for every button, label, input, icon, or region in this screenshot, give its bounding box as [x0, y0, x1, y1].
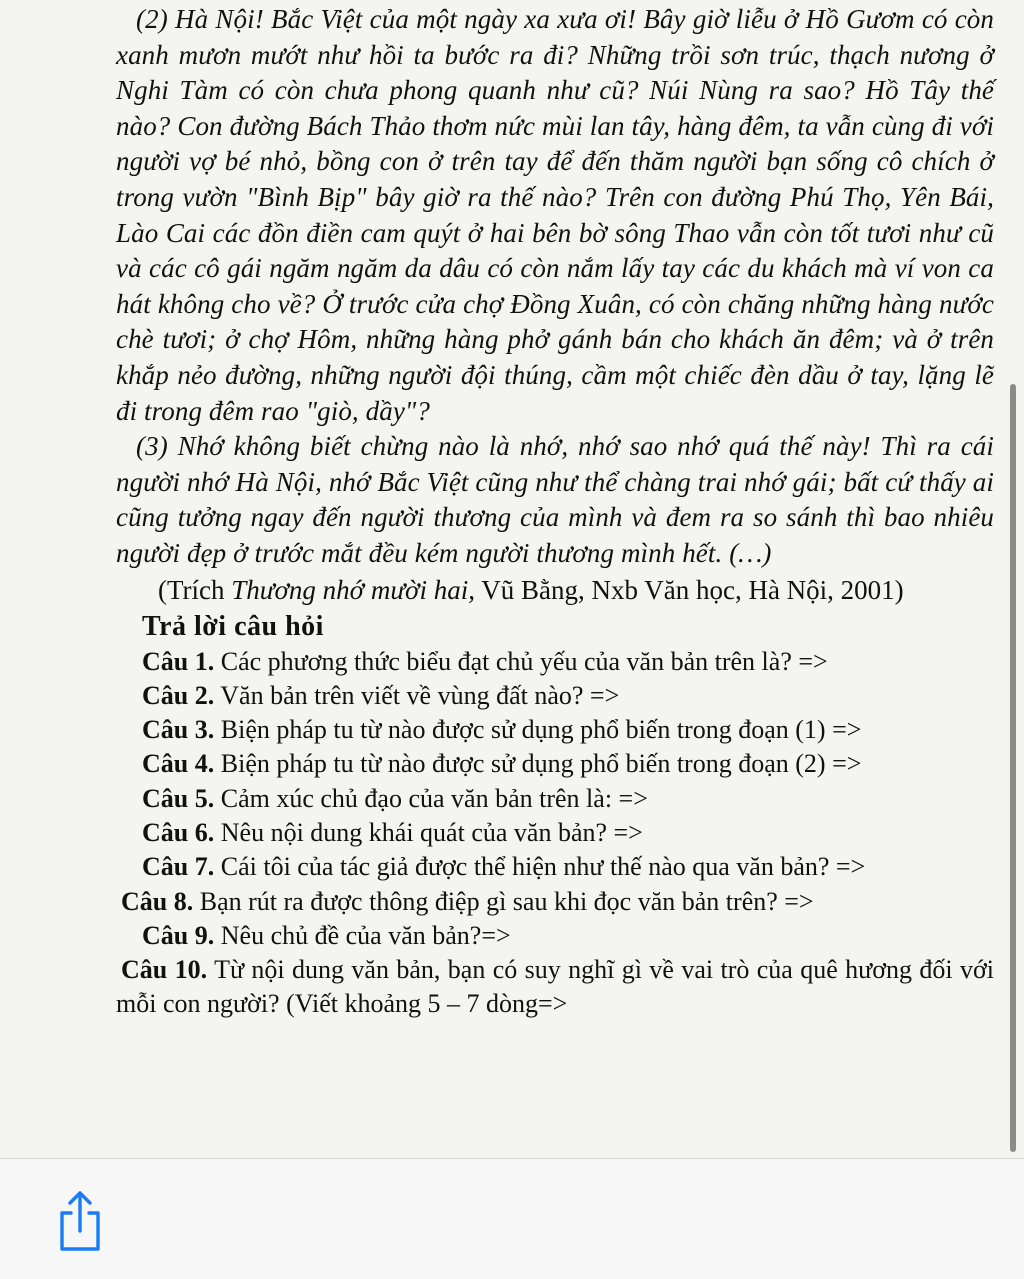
question-item [116, 713, 994, 747]
question-item [116, 919, 994, 953]
question-text: Biện pháp tu từ nào được sử dụng phổ biến trong đoạn (1) => [214, 715, 862, 745]
paragraph-2-line: ra thế nào? Trên con đường Phú Thọ, Yên Bái, Lào Cai các đồn điền [116, 181, 994, 248]
paragraph-3-line: (3) Nhớ không biết chừng nào là nhớ, nhớ sao nhớ quá thế này! Thì ra [136, 431, 951, 462]
paragraph-3-line: so sánh thì bao nhiêu người đẹp ở trước mắt đều kém người thương [116, 502, 994, 568]
questions-heading: Trả lời câu hỏi [142, 610, 324, 642]
paragraph-3-line: mình hết. (…) [620, 537, 772, 568]
paragraph-3-line: bất cứ thấy ai cũng tưởng ngay đến người thương của mình và đem ra [116, 466, 995, 533]
paragraph-2-line: cam quýt ở hai bên bờ sông Thao vẫn còn tốt tươi như cũ và các cô gái [116, 217, 994, 284]
share-button[interactable] [52, 1189, 108, 1253]
question-item [116, 782, 994, 816]
paragraph-2-line: nước chè tươi; ở chợ Hôm, những hàng phở gánh bán cho khách ăn [116, 288, 994, 355]
question-text: Cái tôi của tác giả được thể hiện như thế nào qua văn bản? => [214, 852, 866, 882]
question-text: Cảm xúc chủ đạo của văn bản trên là: => [214, 783, 648, 813]
question-number: Câu 4. [142, 749, 215, 779]
question-number: Câu 3. [142, 715, 215, 745]
share-icon [52, 1189, 108, 1253]
question-number: Câu 7. [142, 852, 215, 882]
question-number: Câu 5. [142, 783, 215, 813]
question-text: Nêu nội dung khái quát của văn bản? => [214, 817, 643, 847]
question-item [116, 816, 994, 850]
paragraph-2-line: để đến thăm người bạn sống cô chích ở trong vườn "Bình Bịp" bây giờ [116, 146, 994, 212]
paragraph-2-line: trúc, thạch nương ở Nghi Tàm có còn chưa phong quanh như cũ? Núi [116, 39, 994, 106]
question-text: Văn bản trên viết về vùng đất nào? => [214, 680, 620, 710]
question-number: Câu 2. [142, 680, 215, 710]
question-item [116, 747, 994, 781]
source-citation [116, 572, 994, 609]
document-content [116, 2, 994, 1022]
question-item [116, 645, 994, 679]
question-number: Câu 6. [142, 817, 215, 847]
paragraph-2-line: không cho về? Ở trước cửa chợ Đồng Xuân, có còn chăng những hàng [157, 288, 932, 319]
question-text: Nêu chủ đề của văn bản?=> [214, 920, 511, 950]
source-prefix: (Trích [158, 574, 232, 605]
question-list [116, 645, 994, 1022]
question-item [116, 850, 994, 884]
paragraph-2-line: ngăm ngăm da dâu có còn nắm lấy tay các du khách mà ví von ca hát [116, 253, 994, 319]
question-number: Câu 8. [121, 886, 194, 916]
paragraph-3 [116, 429, 994, 571]
paragraph-3-line: cái người nhớ Hà Nội, nhớ Bắc Việt cũng như thể chàng trai nhớ gái; [116, 431, 994, 497]
paragraph-2-line: tây, hàng đêm, ta vẫn cùng đi với người vợ bé nhỏ, bồng con ở trên tay [116, 110, 994, 177]
question-number: Câu 9. [142, 920, 215, 950]
question-item [116, 953, 994, 1022]
question-number: Câu 1. [142, 646, 215, 676]
vertical-scrollbar[interactable] [1010, 384, 1016, 1152]
question-text: Từ nội dung văn bản, bạn có suy nghĩ gì về vai trò của quê hương đối với mỗi con người? (Viết khoảng 5 – 7 dòng=> [116, 955, 994, 1019]
question-item [116, 679, 994, 713]
source-suffix: Vũ Bằng, Nxb Văn học, Hà Nội, 2001) [474, 574, 904, 605]
paragraph-2 [116, 2, 994, 429]
paragraph-2-line: đèn dầu ở tay, lặng lẽ đi trong đêm rao "giò, dầy"? [116, 359, 995, 426]
question-text: Biện pháp tu từ nào được sử dụng phổ biến trong đoạn (2) => [214, 749, 862, 779]
source-book-title: Thương nhớ mười hai, [231, 574, 475, 605]
question-item [116, 885, 994, 919]
paragraph-2-line: đêm; và ở trên khắp nẻo đường, những người đội thúng, cầm một chiếc [116, 324, 994, 390]
question-text: Bạn rút ra được thông điệp gì sau khi đọc văn bản trên? => [193, 886, 814, 916]
question-number: Câu 10. [121, 955, 208, 985]
paragraph-2-line: Nùng ra sao? Hồ Tây thế nào? Con đường Bách Thảo thơm nức mùi lan [116, 75, 994, 141]
paragraph-2-line: Gươm có còn xanh mươn mướt như hồi ta bước ra đi? Những trồi sơn [116, 4, 995, 70]
bottom-toolbar [0, 1158, 1024, 1279]
paragraph-2-line: (2) Hà Nội! Bắc Việt của một ngày xa xưa ơi! Bây giờ liễu ở Hồ [136, 4, 839, 34]
question-text: Các phương thức biểu đạt chủ yếu của văn bản trên là? => [214, 646, 828, 676]
